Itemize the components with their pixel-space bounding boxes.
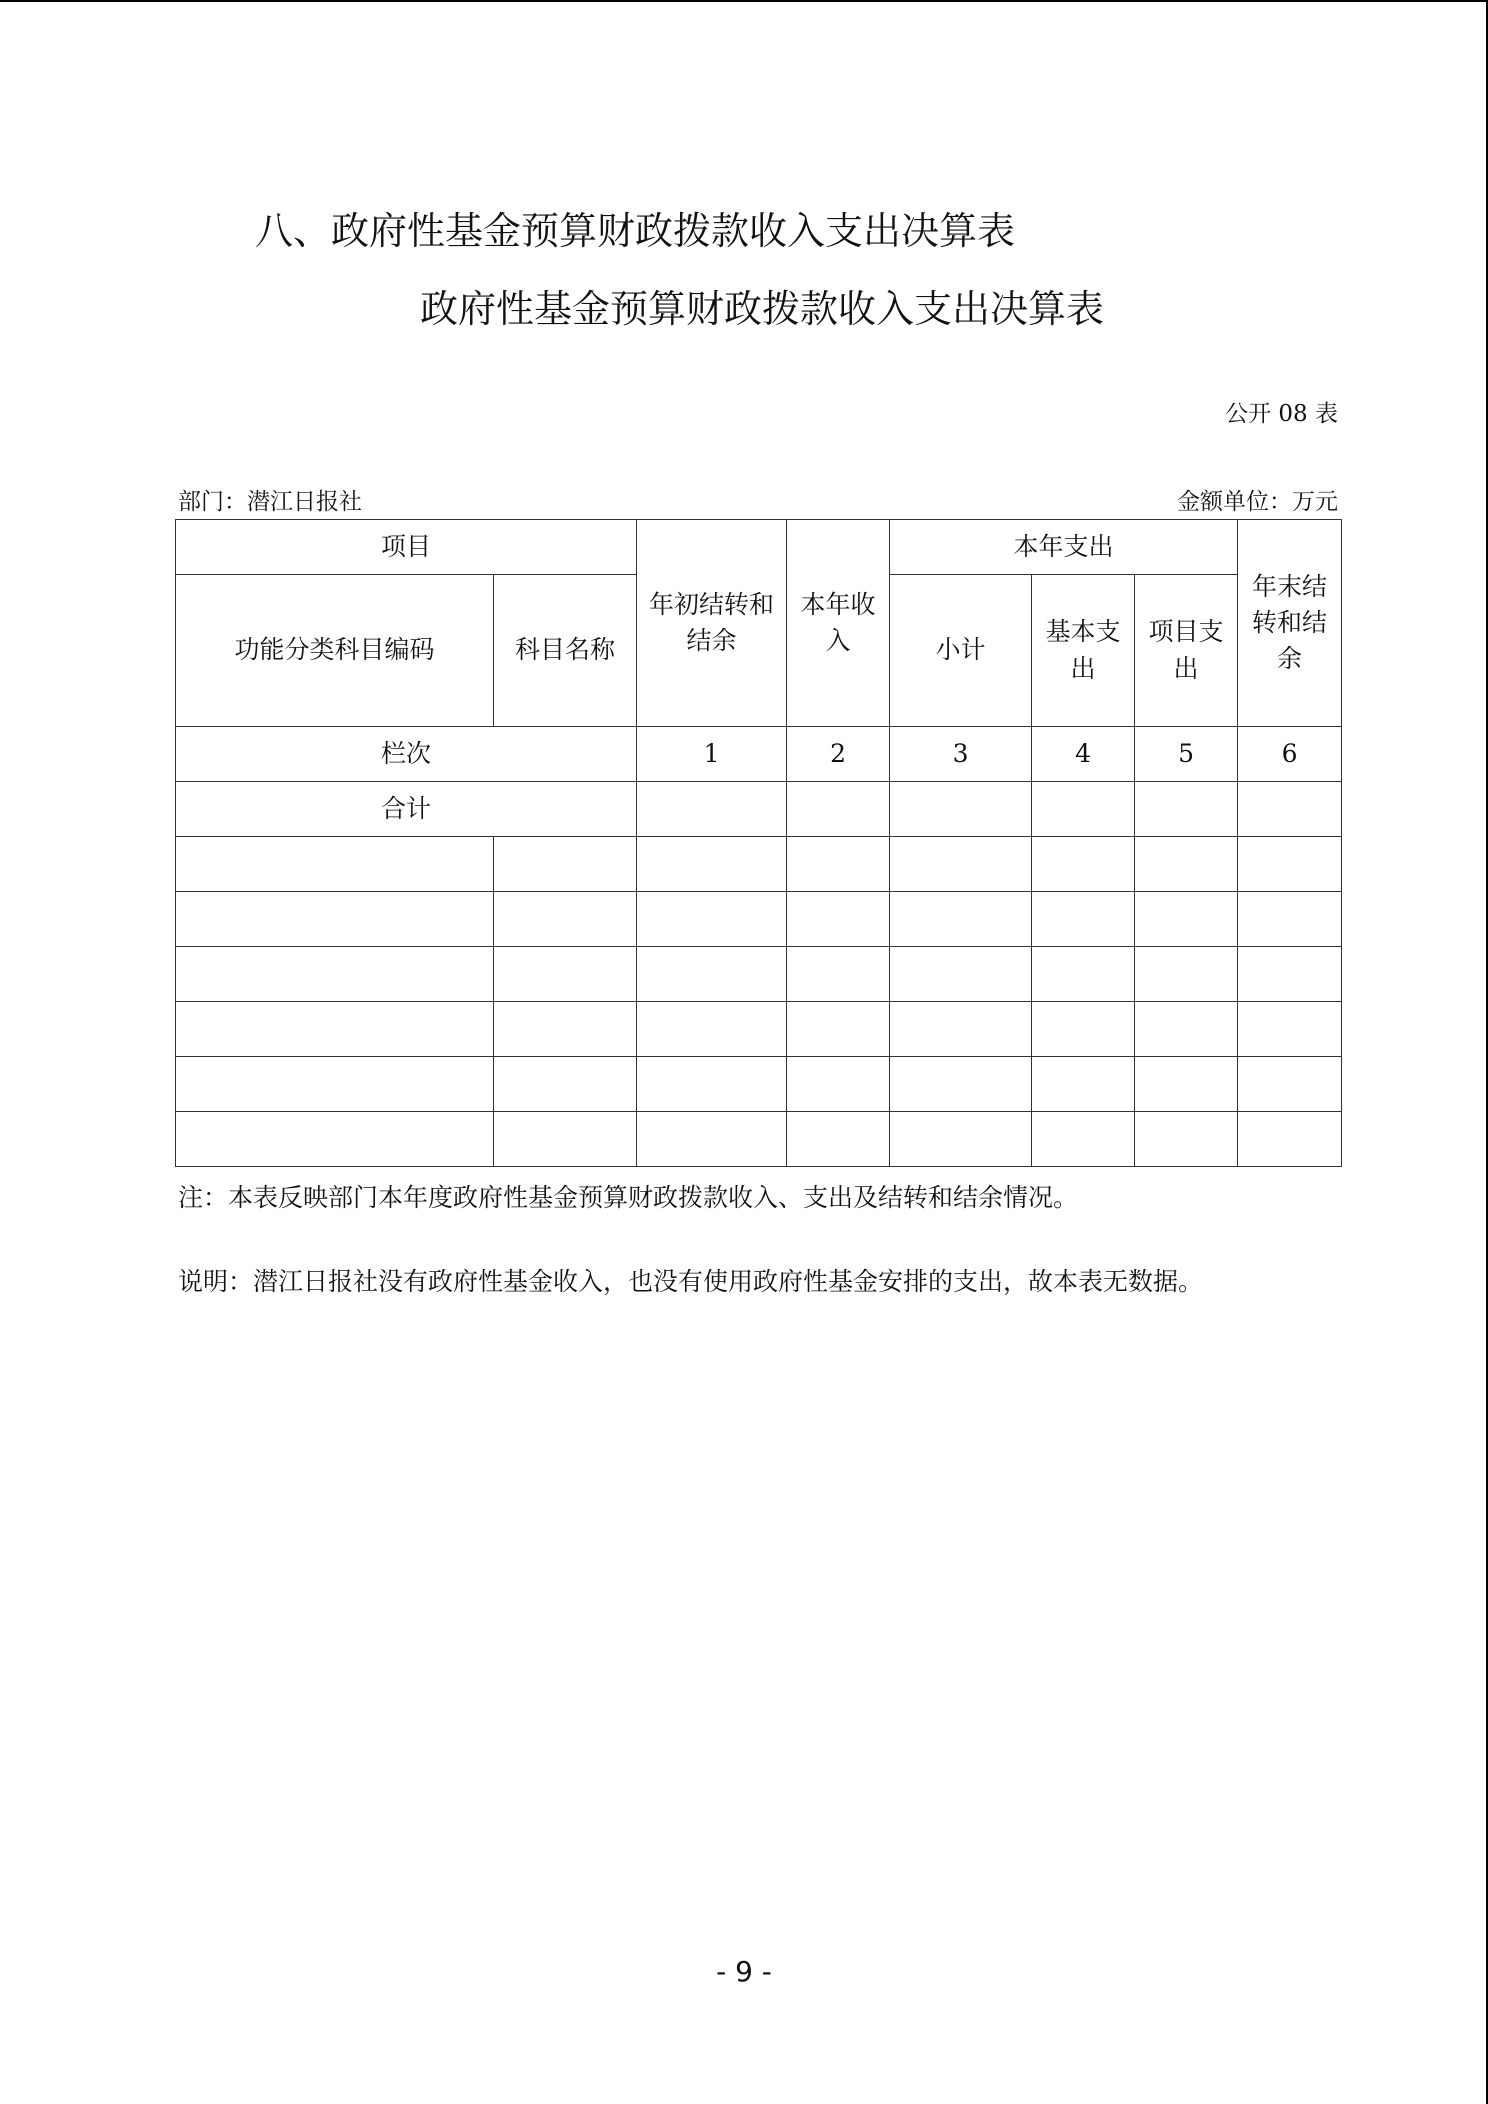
table-cell: [494, 1002, 637, 1057]
column-number: 1: [637, 727, 787, 782]
table-cell: [637, 1112, 787, 1167]
table-note: 注：本表反映部门本年度政府性基金预算财政拨款收入、支出及结转和结余情况。: [178, 1183, 1079, 1212]
table-cell: [787, 782, 890, 837]
table-cell: [787, 1057, 890, 1112]
table-cell: [176, 947, 494, 1002]
explanation-text: 说明：潜江日报社没有政府性基金收入，也没有使用政府性基金安排的支出，故本表无数据。: [178, 1267, 1204, 1296]
header-current-expense: 本年支出: [890, 520, 1238, 575]
amount-unit-label: 金额单位：万元: [1177, 489, 1338, 515]
page-number: - 9 -: [716, 1955, 772, 1988]
table-cell: [1238, 782, 1342, 837]
table-row: [176, 892, 1342, 947]
table-cell: [890, 892, 1032, 947]
table-cell: [637, 947, 787, 1002]
header-opening-balance: 年初结转和结余: [637, 520, 787, 727]
header-basic-expense: 基本支出: [1032, 575, 1135, 727]
table-cell: [176, 1057, 494, 1112]
table-title: 政府性基金预算财政拨款收入支出决算表: [420, 287, 1105, 331]
table-cell: [890, 1057, 1032, 1112]
table-cell: [787, 892, 890, 947]
table-row: [176, 1057, 1342, 1112]
section-heading: 八、政府性基金预算财政拨款收入支出决算表: [255, 209, 1016, 253]
column-index-row: [176, 727, 1342, 782]
form-code: 公开 08 表: [1225, 401, 1338, 427]
table-cell: [1135, 947, 1238, 1002]
column-number: 4: [1032, 727, 1135, 782]
table-cell: [890, 837, 1032, 892]
table-cell: [1135, 1112, 1238, 1167]
table-cell: [1238, 892, 1342, 947]
table-row: [176, 837, 1342, 892]
header-subject-name: 科目名称: [494, 575, 637, 727]
header-project: 项目: [176, 520, 637, 575]
table-row: [176, 947, 1342, 1002]
table-cell: [637, 782, 787, 837]
column-number: 2: [787, 727, 890, 782]
table-cell: [1135, 1002, 1238, 1057]
table-cell: [1238, 1112, 1342, 1167]
table-cell: [890, 947, 1032, 1002]
table-cell: [1238, 1057, 1342, 1112]
table-cell: [637, 837, 787, 892]
table-row: [176, 1002, 1342, 1057]
table-cell: [637, 1002, 787, 1057]
header-function-code: 功能分类科目编码: [176, 575, 494, 727]
table-cell: [176, 892, 494, 947]
table-cell: [787, 1002, 890, 1057]
table-cell: [890, 1002, 1032, 1057]
table-cell: [1135, 782, 1238, 837]
column-number: 6: [1238, 727, 1342, 782]
column-number: 3: [890, 727, 1032, 782]
table-cell: [1135, 837, 1238, 892]
table-cell: [1135, 1057, 1238, 1112]
table-row: [176, 1112, 1342, 1167]
table-cell: [787, 1112, 890, 1167]
table-cell: [1032, 892, 1135, 947]
table-cell: [1032, 837, 1135, 892]
table-cell: [1238, 947, 1342, 1002]
table-cell: [637, 1057, 787, 1112]
department-label: 部门：潜江日报社: [178, 489, 362, 515]
table-cell: [176, 1112, 494, 1167]
table-cell: [494, 947, 637, 1002]
header-project-expense: 项目支出: [1135, 575, 1238, 727]
table-cell: [787, 947, 890, 1002]
table-cell: [787, 837, 890, 892]
table-cell: [494, 1112, 637, 1167]
table-cell: [1032, 1002, 1135, 1057]
total-row: [176, 782, 1342, 837]
table-cell: [1032, 1112, 1135, 1167]
table-cell: [1032, 782, 1135, 837]
total-label: 合计: [176, 782, 637, 837]
table-cell: [176, 837, 494, 892]
table-cell: [1238, 1002, 1342, 1057]
table-cell: [890, 782, 1032, 837]
page-border-top: [0, 0, 1488, 2]
table-cell: [494, 1057, 637, 1112]
column-number: 5: [1135, 727, 1238, 782]
header-closing-balance: 年末结转和结余: [1238, 520, 1342, 727]
table-cell: [1032, 1057, 1135, 1112]
table-cell: [494, 892, 637, 947]
header-current-income: 本年收入: [787, 520, 890, 727]
table-cell: [890, 1112, 1032, 1167]
fund-table: [175, 519, 1342, 1167]
table-cell: [1135, 892, 1238, 947]
header-subtotal: 小计: [890, 575, 1032, 727]
table-cell: [494, 837, 637, 892]
column-index-label: 栏次: [176, 727, 637, 782]
table-cell: [176, 1002, 494, 1057]
table-cell: [1238, 837, 1342, 892]
table-cell: [1032, 947, 1135, 1002]
table-cell: [637, 892, 787, 947]
